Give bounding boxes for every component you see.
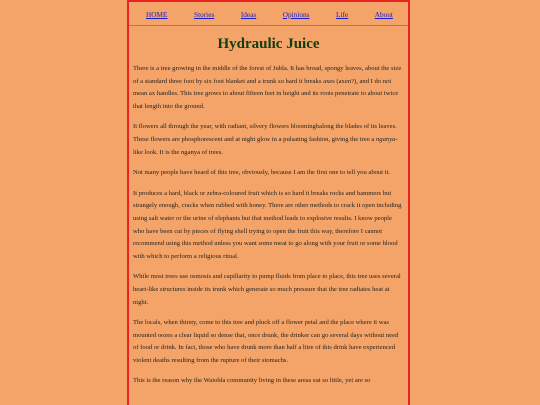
nav-life-link[interactable]: Life — [336, 10, 349, 19]
article-body — [129, 63, 408, 388]
nav-home-link[interactable]: HOME — [146, 10, 168, 19]
nav-about-link[interactable]: About — [374, 10, 393, 19]
paragraph-4: It produces a hard, black or zebra-coloured fruit which is so hard it breaks rocks and hammers but strangely enough, cracks when rubbed with honey. There are other methods to crack it open including using salt water or the urine of elephants but that method leads to explosive results. I know people who have been cut by pieces of flying shell trying to open the fruit this way, therefore I cannot recommend using this method unless you want some meat to go along with your fruit or some blood with which to perform a religious ritual. — [133, 189, 402, 260]
paragraph-6: The locals, when thirsty, come to this tree and pluck off a flower petal and the place where it was mounted oozes a clear liquid so dense that, once drunk, the drinker can go several days without need of food or drink. In fact, those who have drunk more than half a litre of this drink have experienced violent deaths resulting from the rupture of their stomachs. — [133, 319, 399, 364]
paragraph-5: While most trees use osmosis and capillarity to pump fluids from place to place, this tree uses several heart-like structures inside its trunk which generate so much pressure that the tree radiates heat at night. — [133, 273, 401, 306]
page-title: Hydraulic Juice — [217, 36, 320, 52]
paragraph-2-emphasis: nganya — [376, 135, 396, 143]
paragraph-2-start: It flowers all through the year, with radiant, silvery flowers bloomingbalong the blades of its leaves. These flowers are phosphorescent and at night glow in a pulsating fashion, giving the tree a — [133, 123, 397, 143]
paragraph-2-end: -like look. It is the nganya of trees. — [133, 135, 398, 156]
nav-divider — [129, 25, 408, 26]
paragraph-2 — [133, 121, 404, 159]
paragraph-3: Not many people have heard of this tree, obviously, because I am the first one to tell you about it. — [133, 169, 391, 177]
top-nav — [129, 2, 408, 19]
paragraph-7: This is the reason why the Waiobla community living in these areas eat so little, yet are so — [133, 377, 371, 385]
page-column — [127, 0, 410, 405]
nav-opinions-link[interactable]: Opinions — [282, 10, 310, 19]
paragraph-1: There is a tree growing in the middle of the forest of Jubla. It has broad, spongy leaves, about the size of a standard three foot by six foot blanket and a trunk so hard it breaks axes (axen?), and I do not mean ax handles. This tree grows to about fifteen feet in height and its roots penetrate to about twice that length into the ground. — [133, 65, 402, 110]
nav-stories-link[interactable]: Stories — [194, 10, 215, 19]
nav-ideas-link[interactable]: Ideas — [240, 10, 257, 19]
